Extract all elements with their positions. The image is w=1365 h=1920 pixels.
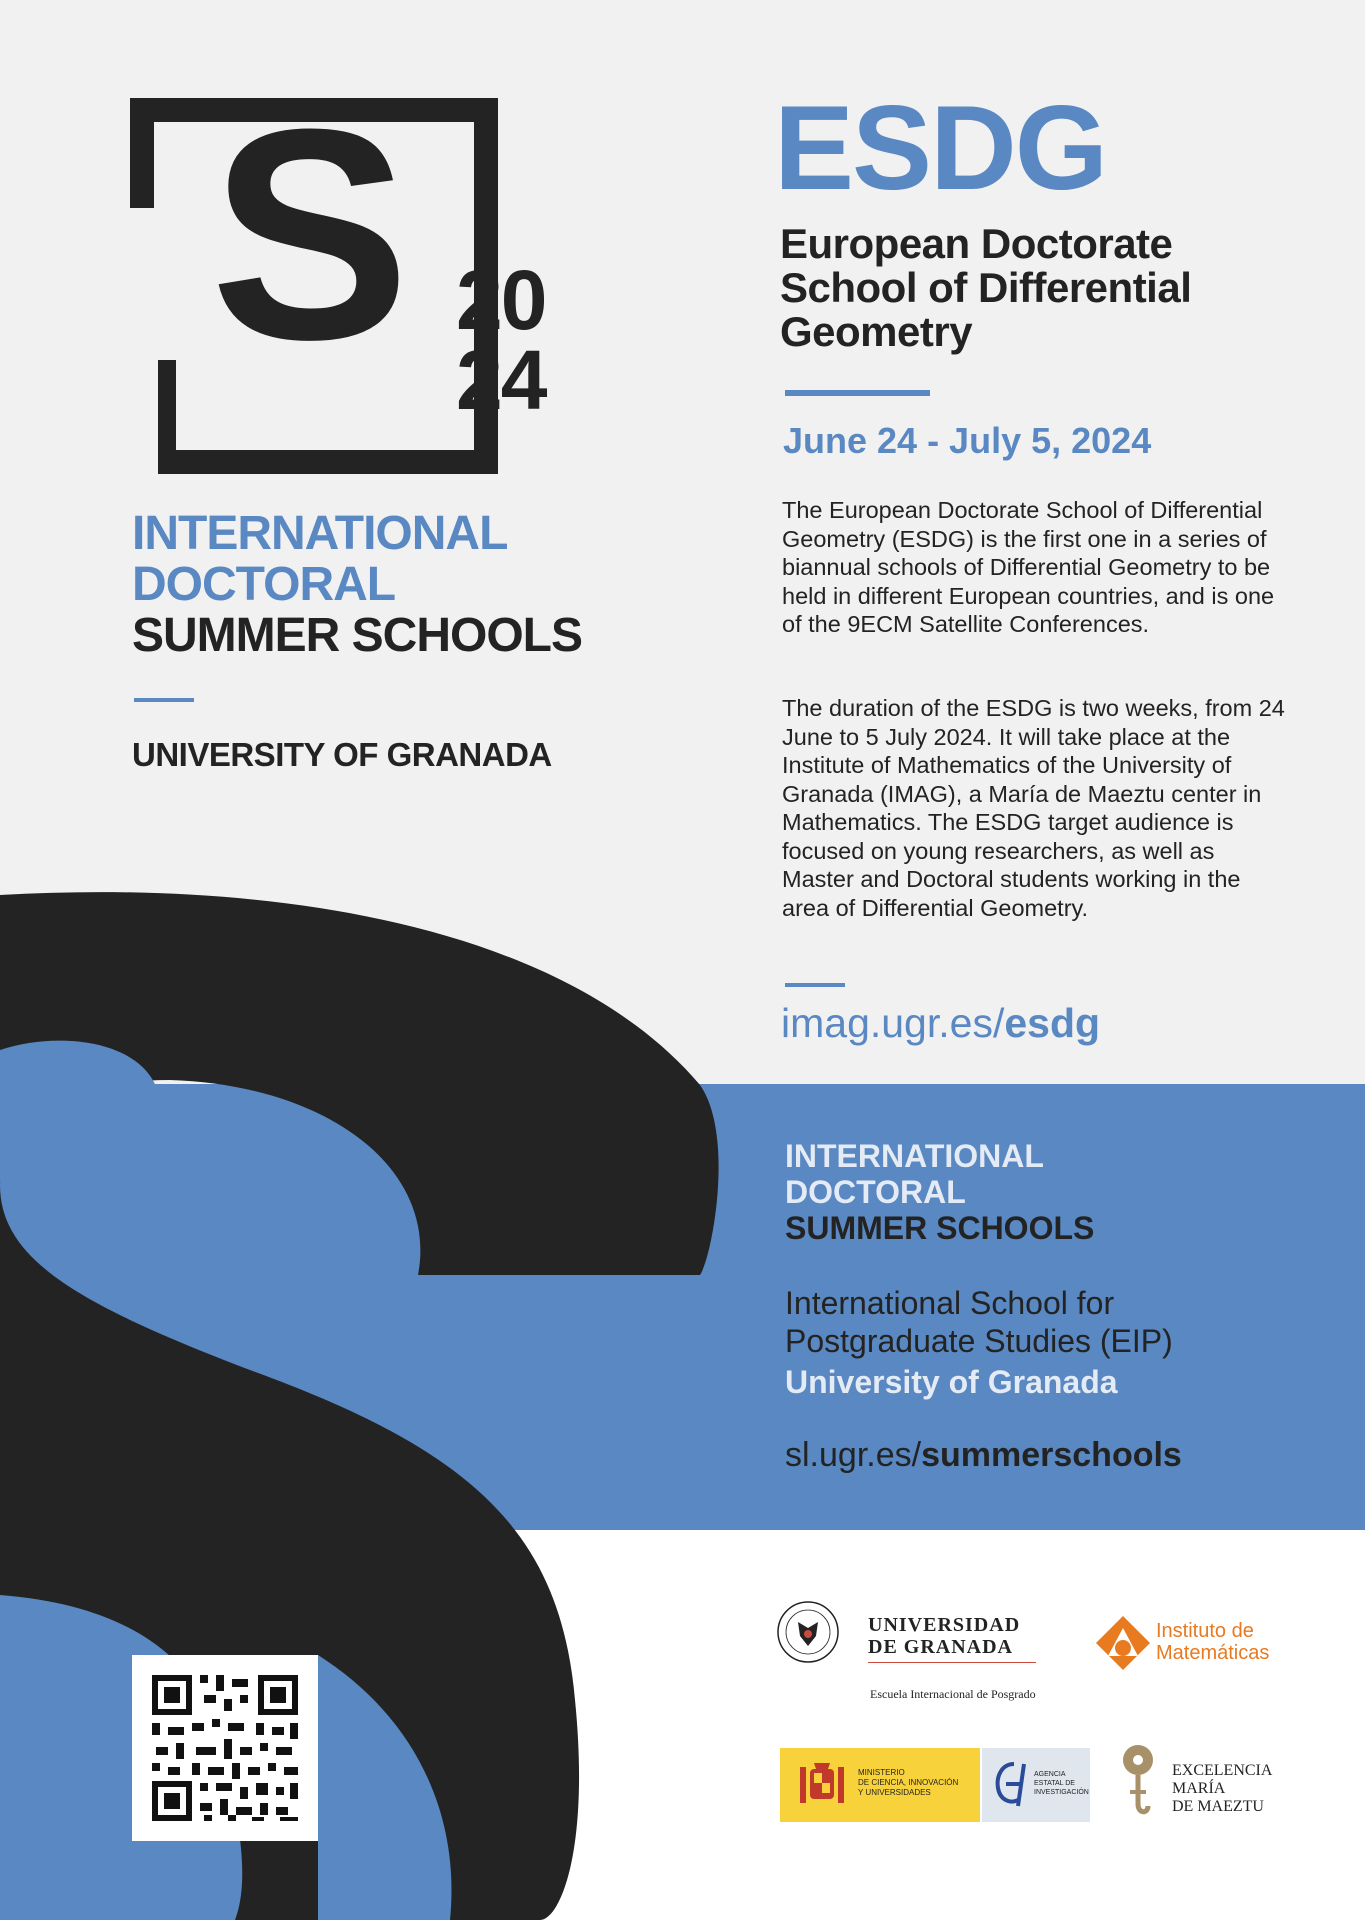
left-heading-line2: DOCTORAL [132, 558, 396, 611]
band-heading-line3: SUMMER SCHOOLS [785, 1210, 1095, 1246]
ugr-name [868, 1614, 1020, 1658]
esdg-subtitle-line3: Geometry [780, 308, 973, 355]
summerschools-url-prefix: sl.ugr.es/ [785, 1436, 922, 1474]
esdg-subtitle-line2-regular: School of [780, 264, 978, 311]
spain-coat-of-arms-icon [792, 1755, 852, 1815]
right-divider-bottom [785, 983, 845, 987]
band-school-line1: International School for [785, 1285, 1115, 1321]
left-heading [132, 508, 582, 661]
left-divider [134, 698, 194, 702]
logo-year [456, 253, 546, 427]
qr-code[interactable] [132, 1655, 318, 1841]
band-university: University of Granada [785, 1364, 1118, 1400]
esdg-subtitle [780, 222, 1300, 354]
ministry-name-line3: Y UNIVERSIDADES [858, 1788, 931, 1797]
ministry-name-line2: DE CIENCIA, INNOVACIÓN [858, 1778, 959, 1787]
event-dates: June 24 - July 5, 2024 [783, 420, 1152, 461]
esdg-url-prefix: imag.ugr.es/ [781, 1000, 1005, 1046]
ugr-school-name: Escuela Internacional de Posgrado [870, 1687, 1036, 1701]
maria-de-maeztu-line1: EXCELENCIA [1172, 1762, 1273, 1779]
qr-code-icon [132, 1655, 318, 1841]
description-paragraph-2: The duration of the ESDG is two weeks, from 24 June to 5 July 2024. It will take place at the Institute of Mathematics of the University of Granada (IMAG), a María de Maeztu center in Mathematics. The ESDG target audience is focused on young researchers, as well as Master and Doctoral students working in the area of Differential Geometry. [782, 695, 1285, 921]
left-university: UNIVERSITY OF GRANADA [132, 736, 552, 773]
logo-year-bottom: 24 [456, 333, 546, 427]
ugr-name-line2: DE GRANADA [868, 1636, 1013, 1658]
agency-name [1034, 1770, 1089, 1797]
description-paragraph-1: The European Doctorate School of Differential Geometry (ESDG) is the first one in a series of biannual schools of Differential Geometry to be held in different European countries, and is one of the 9ECM Satellite Conferences. [782, 497, 1275, 637]
maria-de-maeztu-icon [1118, 1742, 1158, 1826]
ugr-seal-icon [776, 1600, 840, 1664]
agency-logo [982, 1748, 1090, 1822]
summer-school-logo [130, 66, 570, 474]
left-heading-line3: SUMMER SCHOOLS [132, 609, 583, 662]
maria-de-maeztu-name [1172, 1762, 1272, 1816]
right-divider-top [785, 390, 930, 396]
ugr-name-line1: UNIVERSIDAD [868, 1614, 1021, 1636]
imag-name-line2: Matemáticas [1156, 1642, 1270, 1664]
summerschools-url-bold: summerschools [921, 1436, 1182, 1474]
ministry-logo [780, 1748, 980, 1822]
summerschools-url-link[interactable] [785, 1436, 1182, 1475]
esdg-url-link[interactable] [781, 1000, 1100, 1047]
esdg-subtitle-line1: European Doctorate [780, 220, 1173, 267]
band-heading [785, 1138, 1094, 1246]
imag-name [1156, 1620, 1269, 1664]
esdg-url-bold: esdg [1004, 1000, 1101, 1046]
agency-name-line2: ESTATAL DE [1034, 1780, 1075, 1787]
logo-year-top: 20 [456, 253, 546, 347]
ugr-divider [868, 1662, 1036, 1663]
maria-de-maeztu-line2: MARÍA [1172, 1780, 1226, 1797]
imag-logo-icon [1094, 1614, 1152, 1672]
band-heading-line1: INTERNATIONAL [785, 1138, 1044, 1174]
agency-name-line1: AGENCIA [1034, 1771, 1066, 1778]
esdg-subtitle-line2-bold: Differential [978, 264, 1192, 311]
maria-de-maeztu-line3: DE MAEZTU [1172, 1798, 1264, 1815]
aei-logo-icon [990, 1760, 1030, 1810]
band-school-line2: Postgraduate Studies (EIP) [785, 1323, 1173, 1359]
left-heading-line1: INTERNATIONAL [132, 507, 508, 560]
agency-name-line3: INVESTIGACIÓN [1034, 1789, 1089, 1796]
ministry-name [858, 1768, 958, 1798]
logo-letter: S [210, 66, 411, 402]
esdg-title: ESDG [774, 81, 1107, 215]
ministry-name-line1: MINISTERIO [858, 1768, 905, 1777]
band-heading-line2: DOCTORAL [785, 1174, 966, 1210]
imag-name-line1: Instituto de [1156, 1620, 1254, 1642]
esdg-subtitle-line2 [780, 266, 1300, 310]
band-school-name [785, 1284, 1173, 1360]
